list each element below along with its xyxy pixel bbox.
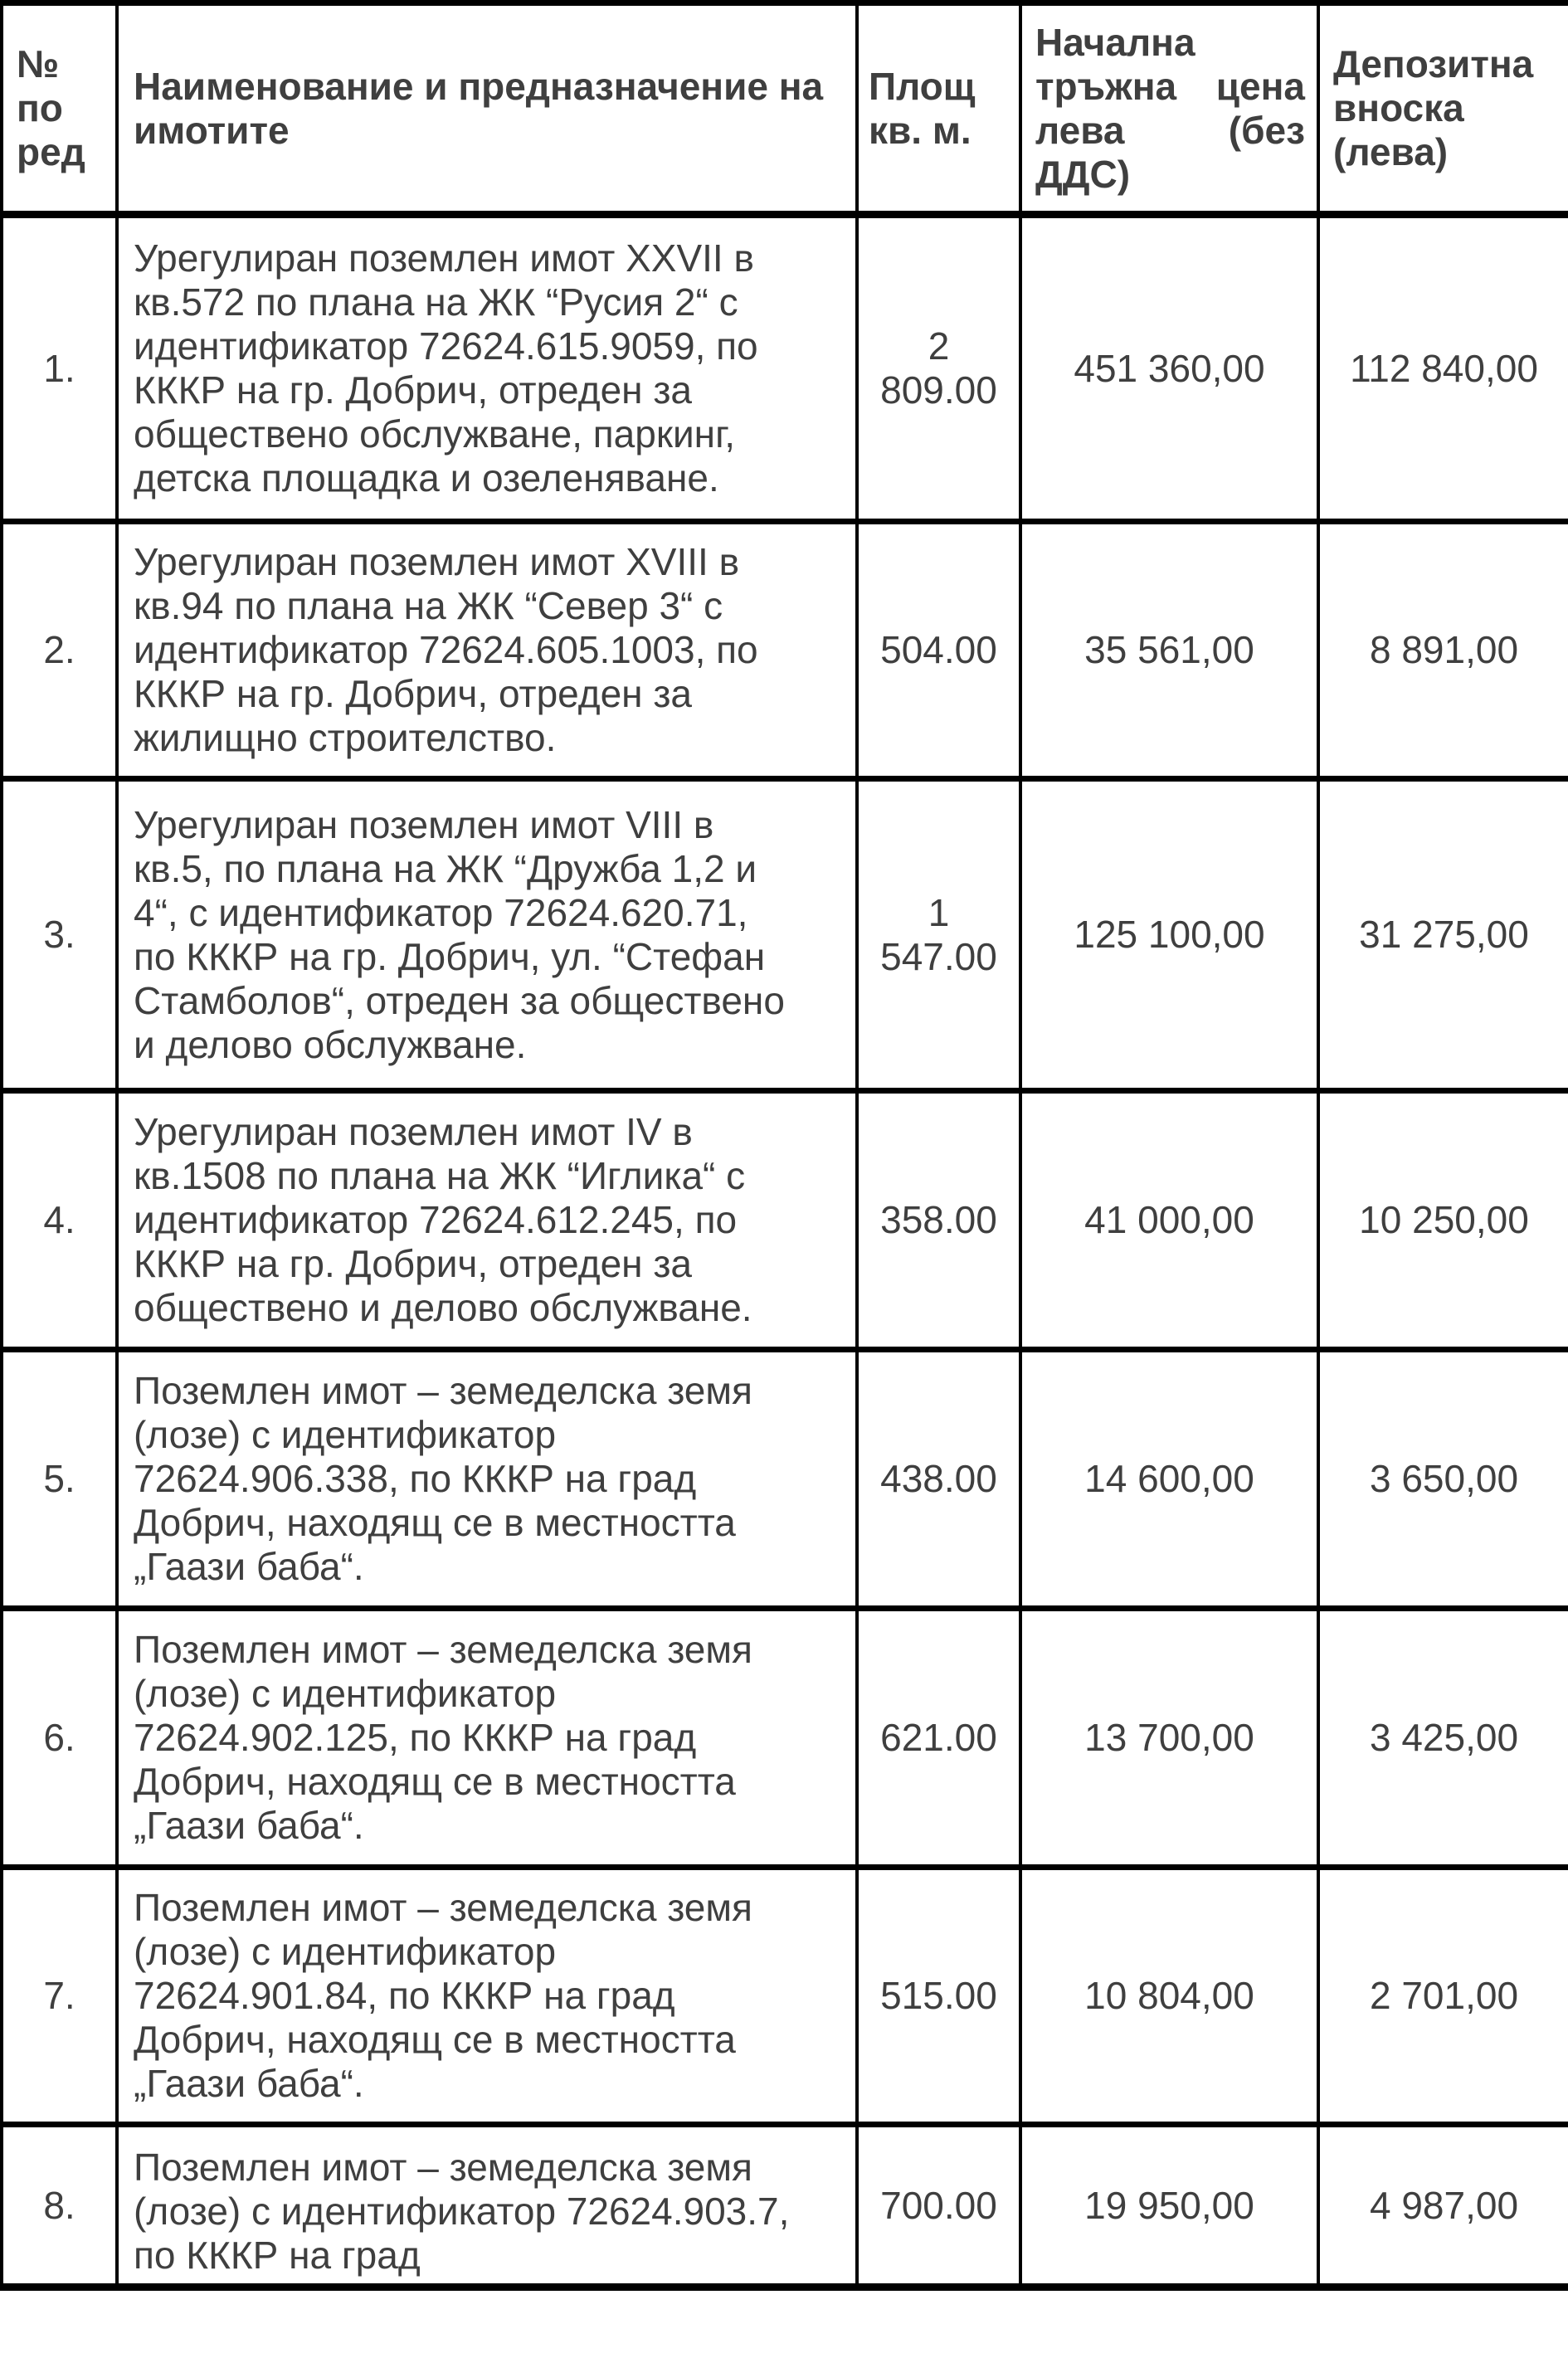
- property-description-cell: [117, 522, 857, 779]
- area-value-cell: 438.00: [857, 1350, 1020, 1609]
- price-value-cell: 13 700,00: [1020, 1609, 1318, 1868]
- area-value-cell: 504.00: [857, 522, 1020, 779]
- deposit-value-cell: 8 891,00: [1318, 522, 1568, 779]
- table-row: [2, 1350, 1568, 1609]
- price-value-cell: 14 600,00: [1020, 1350, 1318, 1609]
- property-description-cell: [117, 1091, 857, 1350]
- table-row: [2, 215, 1568, 522]
- property-description-text: Урегулиран поземлен имот XXVII в кв.572 по плана на ЖК “Русия 2“ с идентификатор 72624.615.9059, по КККР на гр. Добрич, отреден за обществено обслужване, паркинг, детска площадка и озеленяване.: [134, 236, 758, 499]
- property-description-cell: [117, 1609, 857, 1868]
- row-number-cell: 8.: [2, 2125, 117, 2287]
- property-description-text: Поземлен имот – земеделска земя (лозе) с идентификатор 72624.906.338, по КККР на град Добрич, находящ се в местността „Гаази баба“.: [134, 1369, 752, 1588]
- area-value-cell: 2 809.00: [857, 215, 1020, 522]
- row-number-cell: 6.: [2, 1609, 117, 1868]
- table-row: [2, 522, 1568, 779]
- deposit-value-cell: 2 701,00: [1318, 1868, 1568, 2125]
- deposit-value-cell: 4 987,00: [1318, 2125, 1568, 2287]
- table-header: [2, 3, 1568, 215]
- deposit-value-cell: 10 250,00: [1318, 1091, 1568, 1350]
- row-number-cell: 5.: [2, 1350, 117, 1609]
- price-value-cell: 35 561,00: [1020, 522, 1318, 779]
- property-description-cell: [117, 2125, 857, 2287]
- property-description-text: Поземлен имот – земеделска земя (лозе) с идентификатор 72624.903.7, по КККР на град: [134, 2146, 790, 2277]
- price-value-cell: 19 950,00: [1020, 2125, 1318, 2287]
- property-description-cell: [117, 1868, 857, 2125]
- property-description-cell: [117, 215, 857, 522]
- price-value-cell: 10 804,00: [1020, 1868, 1318, 2125]
- property-description-text: Урегулиран поземлен имот XVIII в кв.94 по плана на ЖК “Север 3“ с идентификатор 72624.605.1003, по КККР на гр. Добрич, отреден за жилищно строителство.: [134, 540, 758, 759]
- header-property-name: Наименование и предназначение на имотите: [117, 3, 857, 215]
- table-row: [2, 779, 1568, 1091]
- row-number-cell: 3.: [2, 779, 117, 1091]
- table-row: [2, 1868, 1568, 2125]
- price-value-cell: 41 000,00: [1020, 1091, 1318, 1350]
- area-value-cell: 621.00: [857, 1609, 1020, 1868]
- row-number-cell: 2.: [2, 522, 117, 779]
- deposit-value-cell: 3 425,00: [1318, 1609, 1568, 1868]
- area-value-cell: 515.00: [857, 1868, 1020, 2125]
- header-area: Площ кв. м.: [857, 3, 1020, 215]
- price-value-cell: 451 360,00: [1020, 215, 1318, 522]
- deposit-value-cell: 31 275,00: [1318, 779, 1568, 1091]
- area-value-cell: 1 547.00: [857, 779, 1020, 1091]
- area-value-cell: 358.00: [857, 1091, 1020, 1350]
- table-body: [2, 215, 1568, 2287]
- row-number-cell: 4.: [2, 1091, 117, 1350]
- table-row: [2, 1091, 1568, 1350]
- price-value-cell: 125 100,00: [1020, 779, 1318, 1091]
- property-description-cell: [117, 779, 857, 1091]
- property-description-cell: [117, 1350, 857, 1609]
- header-starting-price: Начална тръжна цена лева (без ДДС): [1020, 3, 1318, 215]
- property-description-text: Урегулиран поземлен имот VIII в кв.5, по плана на ЖК “Дружба 1,2 и 4“, с идентификатор 72624.620.71, по КККР на гр. Добрич, ул. “Стефан Стамболов“, отреден за обществено и делово обслужване.: [134, 802, 785, 1066]
- row-number-cell: 7.: [2, 1868, 117, 2125]
- property-description-text: Поземлен имот – земеделска земя (лозе) с идентификатор 72624.902.125, по КККР на град Добрич, находящ се в местността „Гаази баба“.: [134, 1628, 752, 1847]
- area-value-cell: 700.00: [857, 2125, 1020, 2287]
- table-row: [2, 1609, 1568, 1868]
- header-row: [2, 3, 1568, 215]
- property-description-text: Урегулиран поземлен имот IV в кв.1508 по плана на ЖК “Иглика“ с идентификатор 72624.612.245, по КККР на гр. Добрич, отреден за обществено и делово обслужване.: [134, 1110, 752, 1329]
- header-deposit: Депозитна вноска (лева): [1318, 3, 1568, 215]
- property-description-text: Поземлен имот – земеделска земя (лозе) с идентификатор 72624.901.84, по КККР на град Добрич, находящ се в местността „Гаази баба“.: [134, 1886, 752, 2105]
- row-number-cell: 1.: [2, 215, 117, 522]
- header-row-number: № по ред: [2, 3, 117, 215]
- deposit-value-cell: 3 650,00: [1318, 1350, 1568, 1609]
- deposit-value-cell: 112 840,00: [1318, 215, 1568, 522]
- table-row: [2, 2125, 1568, 2287]
